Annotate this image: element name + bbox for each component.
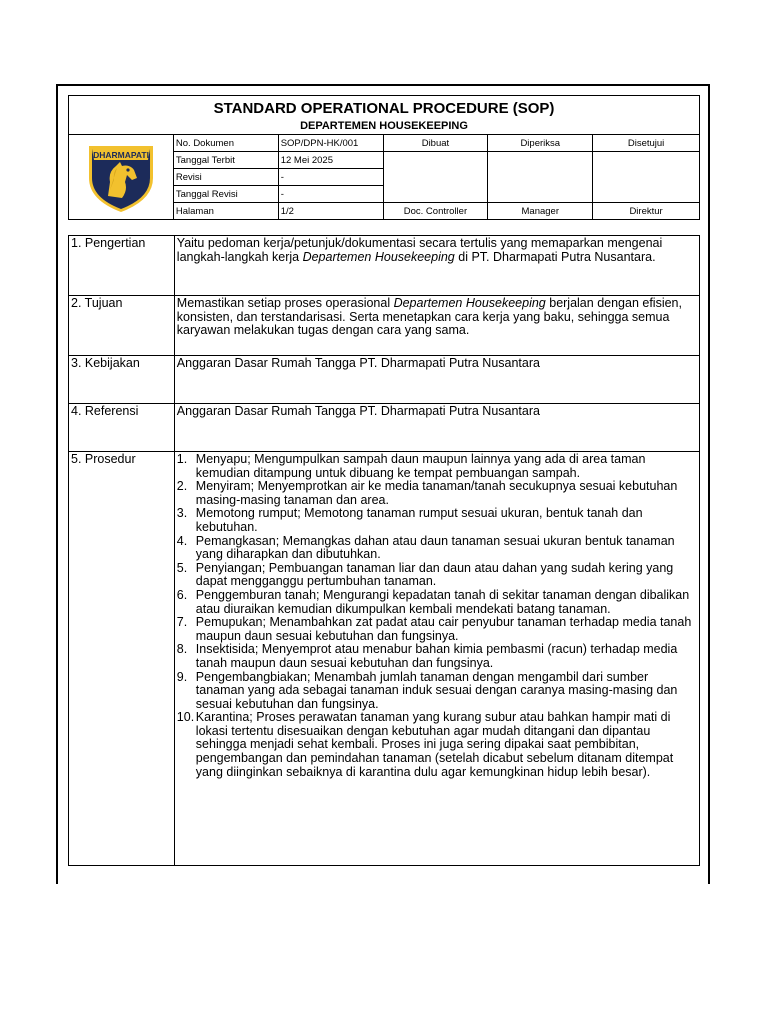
procedure-list <box>177 453 696 779</box>
section-row <box>69 404 700 452</box>
doc-label: No. Dokumen <box>173 135 278 152</box>
section-text: Memastikan setiap proses operasional Departemen Housekeeping berjalan dengan efisien, konsisten, dan terstandarisasi. Serta menetapkan cara kerja yang baku, sehingga semua karyawan melakukan tugas dengan cara yang sama. <box>174 296 699 356</box>
section-text: Anggaran Dasar Rumah Tangga PT. Dharmapati Putra Nusantara <box>174 404 699 452</box>
procedure-item: 1. Menyapu; Mengumpulkan sampah daun maupun lainnya yang ada di area taman kemudian ditampung untuk dibuang ke tempat pembuangan sampah. <box>176 452 646 480</box>
page-title: STANDARD OPERATIONAL PROCEDURE (SOP) <box>69 96 700 119</box>
approval-role: Doc. Controller <box>383 203 488 220</box>
procedure-item: 8. Insektisida; Menyemprot atau menabur bahan kimia pembasmi (racun) terhadap media tanah maupun daun sesuai kebutuhan dan fungsinya. <box>176 642 678 670</box>
section-label: 2. Tujuan <box>69 296 175 356</box>
approval-header: Dibuat <box>383 135 488 152</box>
approval-role: Manager <box>488 203 593 220</box>
procedure-item: 4. Pemangkasan; Memangkas dahan atau daun tanaman sesuai ukuran bentuk tanaman yang diharapkan dan dibutuhkan. <box>176 533 675 562</box>
procedure-item: 9. Pengembangbiakan; Menambah jumlah tanaman dengan mengambil dari sumber tanaman yang ada sebagai tanaman induk sesuai dengan caranya masing-masing dan sesuai kebutuhan dan fungsinya. <box>176 669 678 711</box>
logo-cell <box>69 135 174 220</box>
section-label: 1. Pengertian <box>69 236 175 296</box>
procedure-cell <box>174 452 699 866</box>
sop-header-table <box>68 95 700 220</box>
approval-role: Direktur <box>593 203 700 220</box>
approval-header: Disetujui <box>593 135 700 152</box>
logo-text: DHARMAPATI <box>93 149 149 160</box>
section-row <box>69 452 700 866</box>
doc-label: Halaman <box>173 203 278 220</box>
procedure-item: 5. Penyiangan; Pembuangan tanaman liar dan daun atau dahan yang sudah kering yang dapat mengganggu pertumbuhan tanaman. <box>176 560 674 589</box>
doc-value: 12 Mei 2025 <box>278 152 383 169</box>
procedure-item: 6. Penggemburan tanah; Mengurangi kepadatan tanah di sekitar tanaman dengan dibalikan atau diuraikan kemudian dikumpulkan kembali mendekati batang tanaman. <box>176 587 690 616</box>
section-text: Anggaran Dasar Rumah Tangga PT. Dharmapati Putra Nusantara <box>174 356 699 404</box>
doc-value: 1/2 <box>278 203 383 220</box>
doc-label: Tanggal Terbit <box>173 152 278 169</box>
signature-box <box>383 152 488 203</box>
company-logo <box>86 138 156 214</box>
procedure-item: 10. Karantina; Proses perawatan tanaman yang kurang subur atau bahkan hampir mati di lokasi tertentu disesuaikan dengan kebutuhan agar mudah ditangani dan dipantau sehingga menjadi sehat kembali. Proses ini juga sering dipakai saat pembibitan, pengembangan dan pemindahan tanaman (setelah dicabut sebelum ditanam ditempat yang diinginkan sebaiknya di karantina dulu agar kemungkinan hidup lebih besar). <box>176 710 674 779</box>
approval-header: Diperiksa <box>488 135 593 152</box>
section-label: 5. Prosedur <box>69 452 175 866</box>
sop-content-table <box>68 235 700 866</box>
signature-box <box>593 152 700 203</box>
section-row <box>69 356 700 404</box>
signature-box <box>488 152 593 203</box>
section-text: Yaitu pedoman kerja/petunjuk/dokumentasi secara tertulis yang memaparkan mengenai langkah-langkah kerja Departemen Housekeeping di PT. Dharmapati Putra Nusantara. <box>174 236 699 296</box>
section-label: 3. Kebijakan <box>69 356 175 404</box>
page-subtitle: DEPARTEMEN HOUSEKEEPING <box>69 118 700 135</box>
procedure-item: 7. Pemupukan; Menambahkan zat padat atau cair penyubur tanaman terhadap media tanah maupun daun sesuai kebutuhan dan fungsinya. <box>176 615 692 643</box>
doc-label: Revisi <box>173 169 278 186</box>
doc-value: - <box>278 169 383 186</box>
section-label: 4. Referensi <box>69 404 175 452</box>
section-row <box>69 296 700 356</box>
doc-value: SOP/DPN-HK/001 <box>278 135 383 152</box>
section-row <box>69 236 700 296</box>
doc-value: - <box>278 186 383 203</box>
procedure-item: 2. Menyiram; Menyemprotkan air ke media tanaman/tanah secukupnya sesuai kebutuhan masing-masing tanaman dan area. <box>176 479 678 507</box>
procedure-item: 3. Memotong rumput; Memotong tanaman rumput sesuai ukuran, bentuk tanah dan kebutuhan. <box>176 506 643 534</box>
doc-label: Tanggal Revisi <box>173 186 278 203</box>
